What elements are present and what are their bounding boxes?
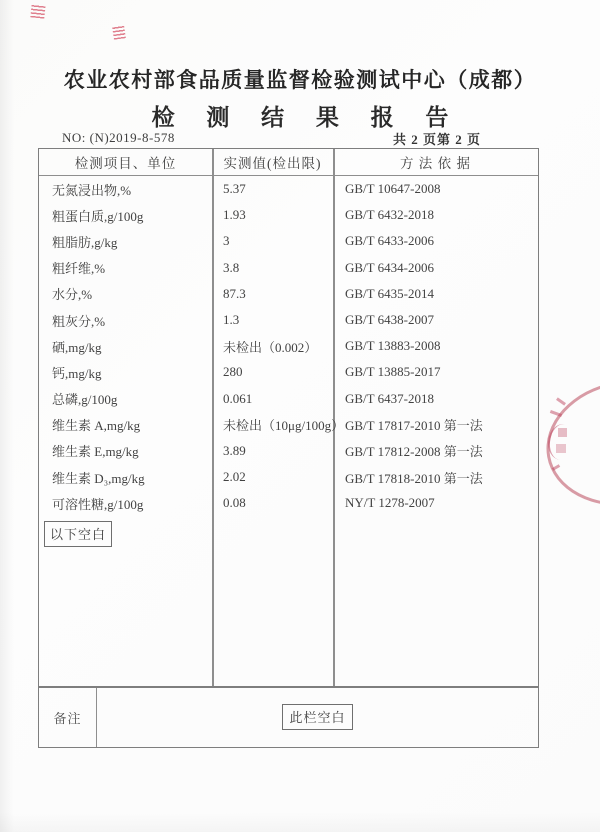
seal-text-fragment-icon <box>556 444 566 453</box>
remark-row <box>38 687 539 748</box>
value-cell: 2.02 <box>223 469 246 485</box>
method-cell: GB/T 17817-2010 第一法 <box>345 418 483 434</box>
method-cell: GB/T 6432-2018 <box>345 207 434 223</box>
end-of-data-marker: 以下空白 <box>44 521 112 547</box>
method-cell: GB/T 6433-2006 <box>345 233 434 249</box>
report-number: NO: (N)2019-8-578 <box>62 130 175 145</box>
table-row <box>39 359 538 385</box>
red-stamp-fragment-icon <box>112 25 126 40</box>
remark-content <box>97 688 538 747</box>
report-title: 检 测 结 果 报 告 <box>151 105 462 130</box>
value-cell: 5.37 <box>223 181 246 197</box>
value-cell: 0.08 <box>223 495 246 511</box>
page-info: 共 2 页第 2 页 <box>393 132 482 147</box>
item-cell: 粗纤维,% <box>52 261 106 277</box>
item-cell: 硒,mg/kg <box>52 339 102 355</box>
value-cell: 87.3 <box>223 285 246 301</box>
item-cell: 水分,% <box>52 287 93 303</box>
table-row <box>39 281 538 307</box>
scan-shadow-bottom <box>0 812 600 832</box>
table-row <box>39 333 538 359</box>
value-cell: 3.8 <box>223 259 240 275</box>
method-cell: GB/T 17812-2008 第一法 <box>345 444 483 460</box>
item-cell: 总磷,g/100g <box>52 392 118 408</box>
value-cell: 0.061 <box>223 390 253 406</box>
item-cell: 维生素 A,mg/kg <box>52 418 141 434</box>
table-header-row <box>39 149 538 176</box>
method-cell: GB/T 6437-2018 <box>345 390 434 406</box>
value-cell: 3 <box>223 233 230 249</box>
method-cell: GB/T 13883-2008 <box>345 338 441 354</box>
value-cell: 未检出（0.002） <box>223 339 318 355</box>
table-row <box>39 255 538 281</box>
item-cell: 维生素 E,mg/kg <box>52 444 139 460</box>
item-cell: 粗蛋白质,g/100g <box>52 208 144 224</box>
method-cell: GB/T 17818-2010 第一法 <box>345 470 483 486</box>
method-cell: GB/T 6438-2007 <box>345 312 434 328</box>
item-cell: 维生素 D₃,mg/kg <box>52 470 145 486</box>
method-cell: GB/T 10647-2008 <box>345 181 441 197</box>
item-cell: 钙,mg/kg <box>52 365 102 381</box>
header-value: 实测值(检出限) <box>223 156 322 171</box>
table-row <box>39 386 538 412</box>
value-cell: 3.89 <box>223 442 246 458</box>
value-cell: 1.93 <box>223 207 246 223</box>
method-cell: GB/T 13885-2017 <box>345 364 441 380</box>
value-cell: 未检出（10μg/100g） <box>223 418 345 434</box>
item-cell: 粗脂肪,g/kg <box>52 234 118 250</box>
item-cell: 粗灰分,% <box>52 313 106 329</box>
table-row <box>39 438 538 464</box>
header-method: 方 法 依 据 <box>399 156 472 171</box>
method-cell: NY/T 1278-2007 <box>345 495 435 511</box>
red-stamp-fragment-icon <box>30 3 45 18</box>
seal-text-fragment-icon <box>556 397 566 405</box>
remark-label: 备注 <box>39 688 97 747</box>
center-name-title: 农业农村部食品质量监督检验测试中心（成都） <box>63 68 537 92</box>
table-row <box>39 176 538 202</box>
method-cell: GB/T 6435-2014 <box>345 285 434 301</box>
method-cell: GB/T 6434-2006 <box>345 259 434 275</box>
table-body <box>39 176 538 547</box>
table-row <box>39 202 538 228</box>
table-row <box>39 307 538 333</box>
value-cell: 1.3 <box>223 312 240 328</box>
remark-empty-marker: 此栏空白 <box>282 704 352 730</box>
item-cell: 可溶性糖,g/100g <box>52 496 144 512</box>
table-row <box>39 464 538 490</box>
header-item: 检测项目、单位 <box>74 156 177 171</box>
table-row <box>39 490 538 516</box>
seal-text-fragment-icon <box>558 428 567 437</box>
table-row <box>39 412 538 438</box>
value-cell: 280 <box>223 364 243 380</box>
table-row <box>39 228 538 254</box>
item-cell: 无氮浸出物,% <box>52 182 132 198</box>
results-table <box>38 148 539 687</box>
